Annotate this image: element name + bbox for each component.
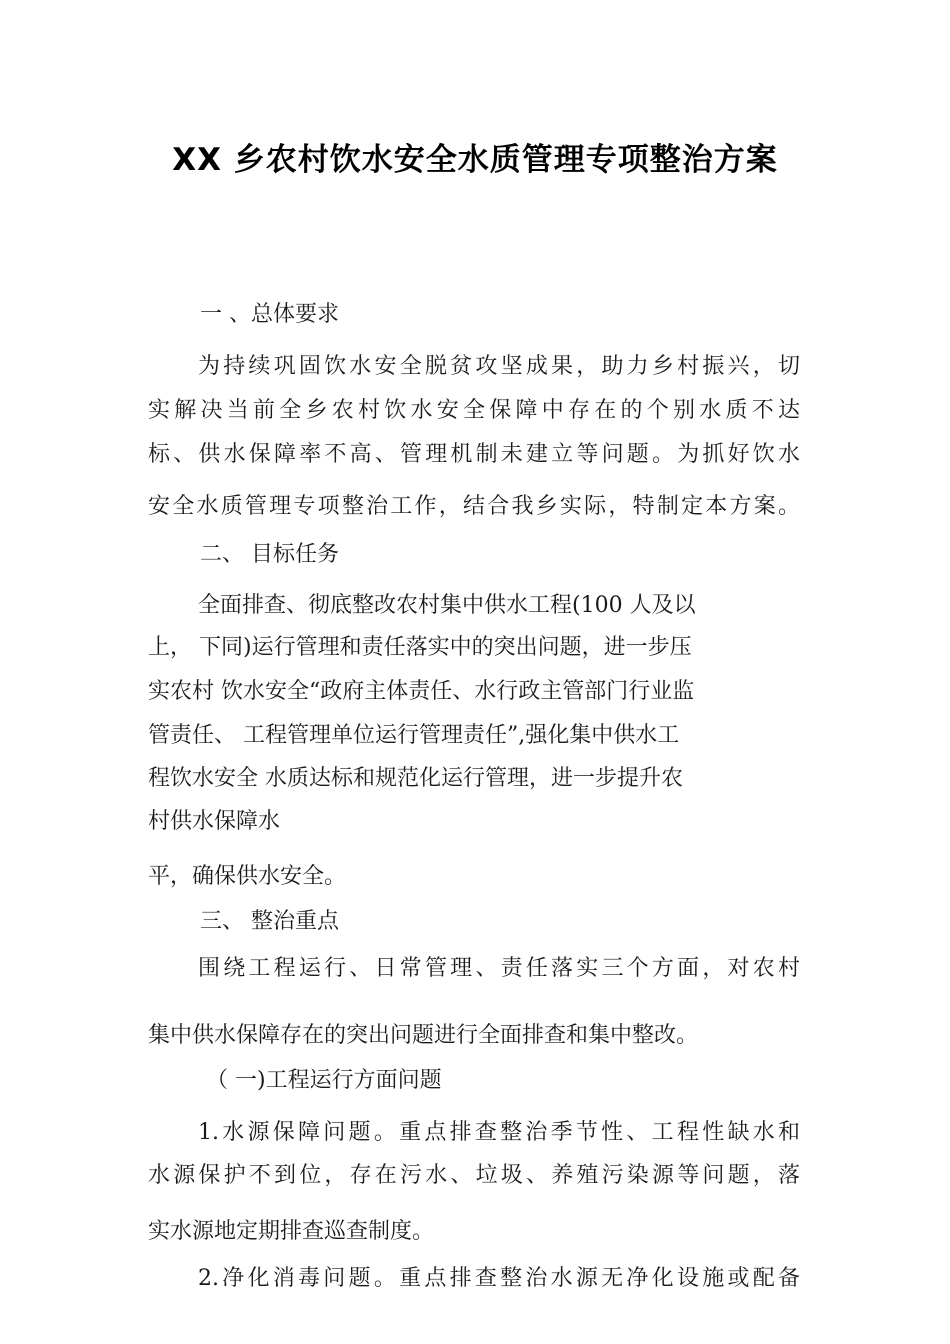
paragraph-line: 上， 下同)运行管理和责任落实中的突出问题，进一步压 [148,635,692,660]
paragraph-line: 全面排查、彻底整改农村集中供水工程(100 人及以 [198,593,696,618]
document-title: XX 乡农村饮水安全水质管理专项整治方案 [172,142,778,178]
paragraph-line: 安全水质管理专项整治工作，结合我乡实际，特制定本方案。 [148,494,800,519]
subheading-project-operation: （ 一)工程运行方面问题 [206,1068,442,1093]
paragraph-line: 实水源地定期排查巡查制度。 [148,1219,435,1244]
heading-objectives: 二、 目标任务 [200,542,339,567]
paragraph-line: 水源保护不到位，存在污水、垃圾、养殖污染源等问题，落 [148,1163,800,1188]
paragraph-line: 标、供水保障率不高、管理机制未建立等问题。为抓好饮水 [148,442,800,467]
heading-general-requirements: 一 、总体要求 [200,302,339,327]
paragraph-line: 管责任、 工程管理单位运行管理责任”,强化集中供水工 [148,723,680,748]
paragraph-line: 实农村 饮水安全“政府主体责任、水行政主管部门行业监 [148,679,695,704]
paragraph-line: 实解决当前全乡农村饮水安全保障中存在的个别水质不达 [148,398,800,423]
heading-key-rectification: 三、 整治重点 [200,909,339,934]
paragraph-line: 平，确保供水安全。 [148,864,347,889]
paragraph-line: 集中供水保障存在的突出问题进行全面排查和集中整改。 [148,1023,699,1048]
paragraph-line: 程饮水安全 水质达标和规范化运行管理，进一步提升农 [148,766,683,791]
paragraph-line: 围绕工程运行、日常管理、责任落实三个方面，对农村 [198,956,800,981]
paragraph-line: 为持续巩固饮水安全脱贫攻坚成果，助力乡村振兴，切 [198,354,800,379]
paragraph-line: 2.净化消毒问题。重点排查整治水源无净化设施或配备 [198,1266,800,1291]
paragraph-line: 1.水源保障问题。重点排查整治季节性、工程性缺水和 [198,1120,800,1145]
paragraph-line: 村供水保障水 [148,809,281,834]
